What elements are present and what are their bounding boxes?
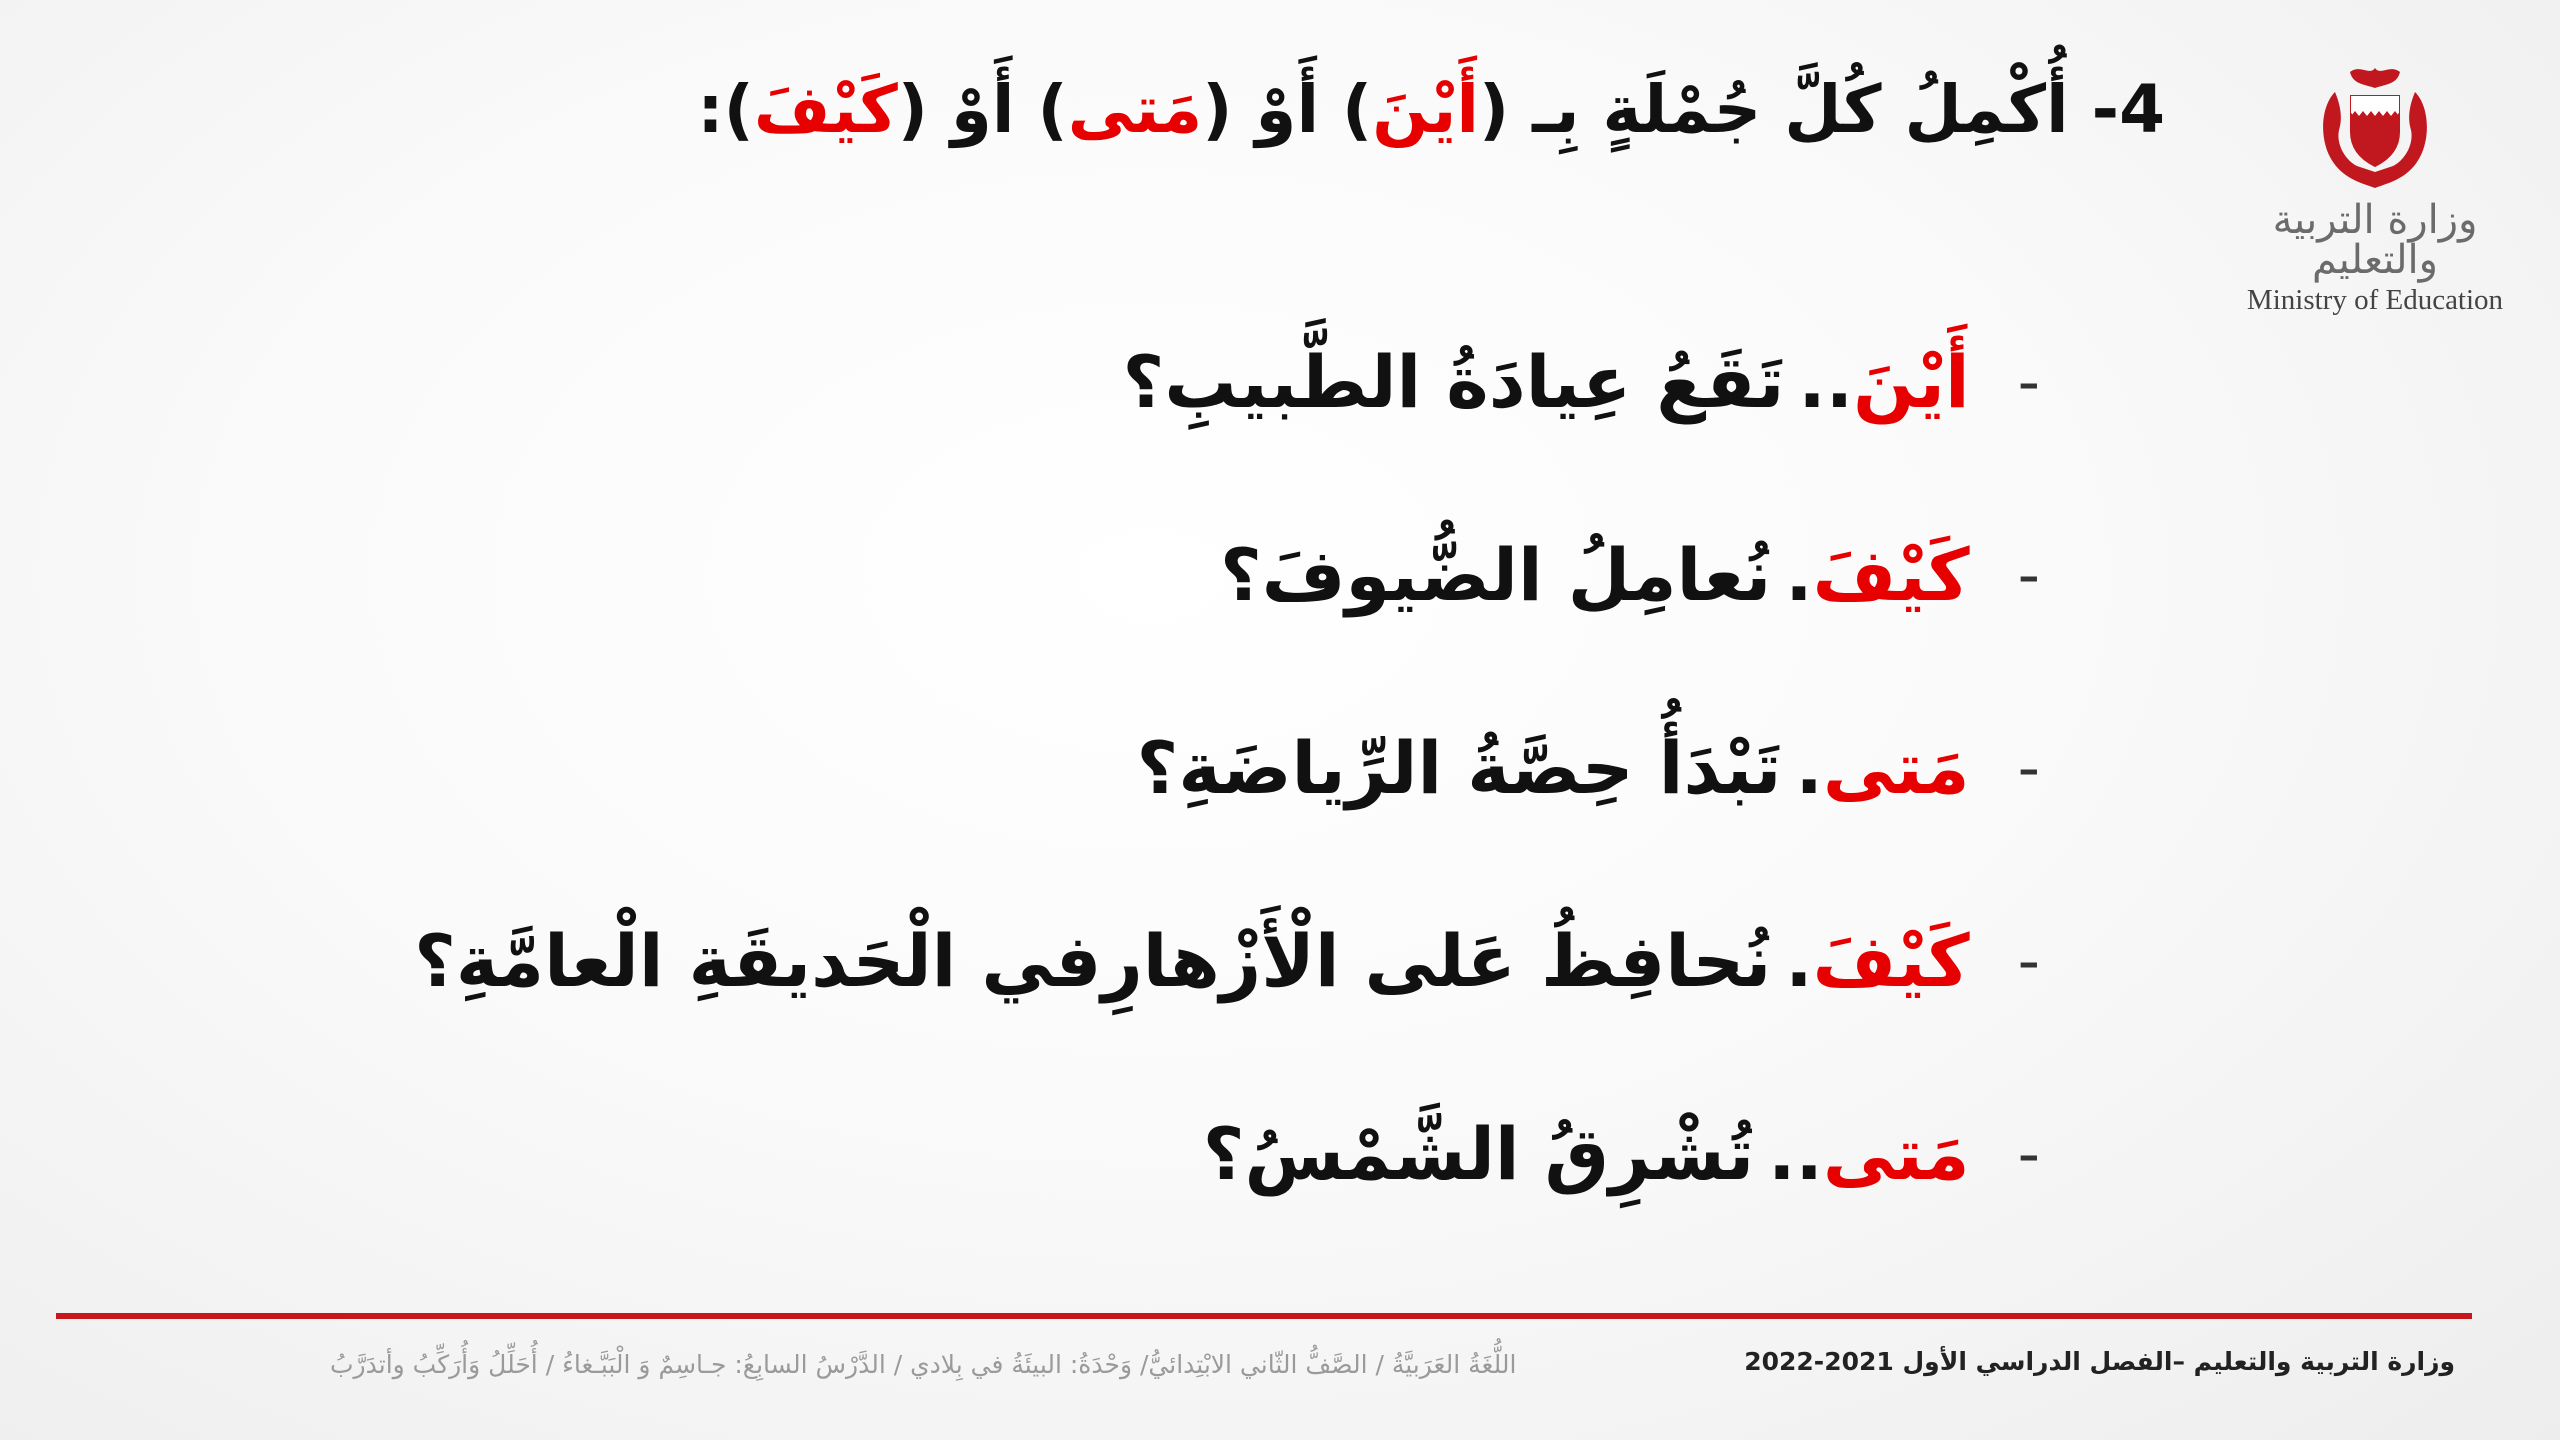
question-answer: أَيْنَ — [1853, 339, 1970, 424]
list-dash: - — [2017, 538, 2040, 611]
title-suffix: ): — [697, 71, 754, 148]
question-item — [140, 671, 2040, 864]
question-item — [140, 285, 2040, 478]
question-text: نُحافِظُ عَلى الْأَزْهارِفي الْحَديقَةِ الْعامَّةِ؟ — [414, 918, 1772, 1003]
question-separator: .. — [1768, 1111, 1823, 1196]
question-item — [140, 864, 2040, 1057]
question-item — [140, 1057, 2040, 1250]
ministry-name-arabic: وزارة التربية والتعليم — [2272, 197, 2478, 283]
question-list — [140, 285, 2040, 1250]
title-word-where: أَيْنَ — [1372, 71, 1480, 148]
ministry-name-english: Ministry of Education — [2246, 284, 2504, 316]
question-separator: . — [1795, 725, 1823, 810]
question-separator: . — [1785, 918, 1813, 1003]
bahrain-emblem-icon — [2315, 62, 2435, 190]
question-text: تَبْدَأُ حِصَّةُ الرِّياضَةِ؟ — [1136, 725, 1782, 810]
question-item — [140, 478, 2040, 671]
list-dash: - — [2017, 924, 2040, 997]
footer-ministry-term: وزارة التربية والتعليم –الفصل الدراسي الأول 2021-2022 — [1744, 1347, 2455, 1376]
list-dash: - — [2017, 1117, 2040, 1190]
title-word-when: مَتى — [1067, 71, 1203, 148]
question-answer: مَتى — [1822, 1111, 1970, 1196]
question-answer: كَيْفَ — [1812, 918, 1970, 1003]
title-mid-2: ) أَوْ ( — [897, 71, 1068, 148]
question-separator: . — [1785, 532, 1813, 617]
list-dash: - — [2017, 731, 2040, 804]
title-word-how: كَيْفَ — [753, 71, 898, 148]
question-text: تَقَعُ عِيادَةُ الطَّبيبِ؟ — [1122, 339, 1785, 424]
question-text: تُشْرِقُ الشَّمْسُ؟ — [1202, 1111, 1755, 1196]
question-separator: .. — [1798, 339, 1854, 424]
question-text: نُعامِلُ الضُّيوفَ؟ — [1220, 532, 1772, 617]
question-answer: مَتى — [1822, 725, 1970, 810]
title-prefix: 4- أُكْمِلُ كُلَّ جُمْلَةٍ بِـ ( — [1479, 71, 2165, 148]
footer-course-info: اللُّغَةُ العَرَبيَّةُ / الصَّفُّ الثّاني الابْتِدائيُّ/ وَحْدَةُ: البيئَةُ في بِلادي / الدَّرْسُ السابِعُ: جـاسِمٌ وَ الْبَبَّـغاءُ / أُحَلِّلُ وَأُرَكِّبُ وأتدَرَّبُ — [330, 1350, 1517, 1379]
title-mid-1: ) أَوْ ( — [1202, 71, 1373, 148]
question-answer: كَيْفَ — [1812, 532, 1970, 617]
ministry-logo — [2230, 62, 2520, 316]
list-dash: - — [2017, 345, 2040, 418]
footer-divider — [56, 1313, 2472, 1319]
exercise-title — [697, 70, 2165, 149]
